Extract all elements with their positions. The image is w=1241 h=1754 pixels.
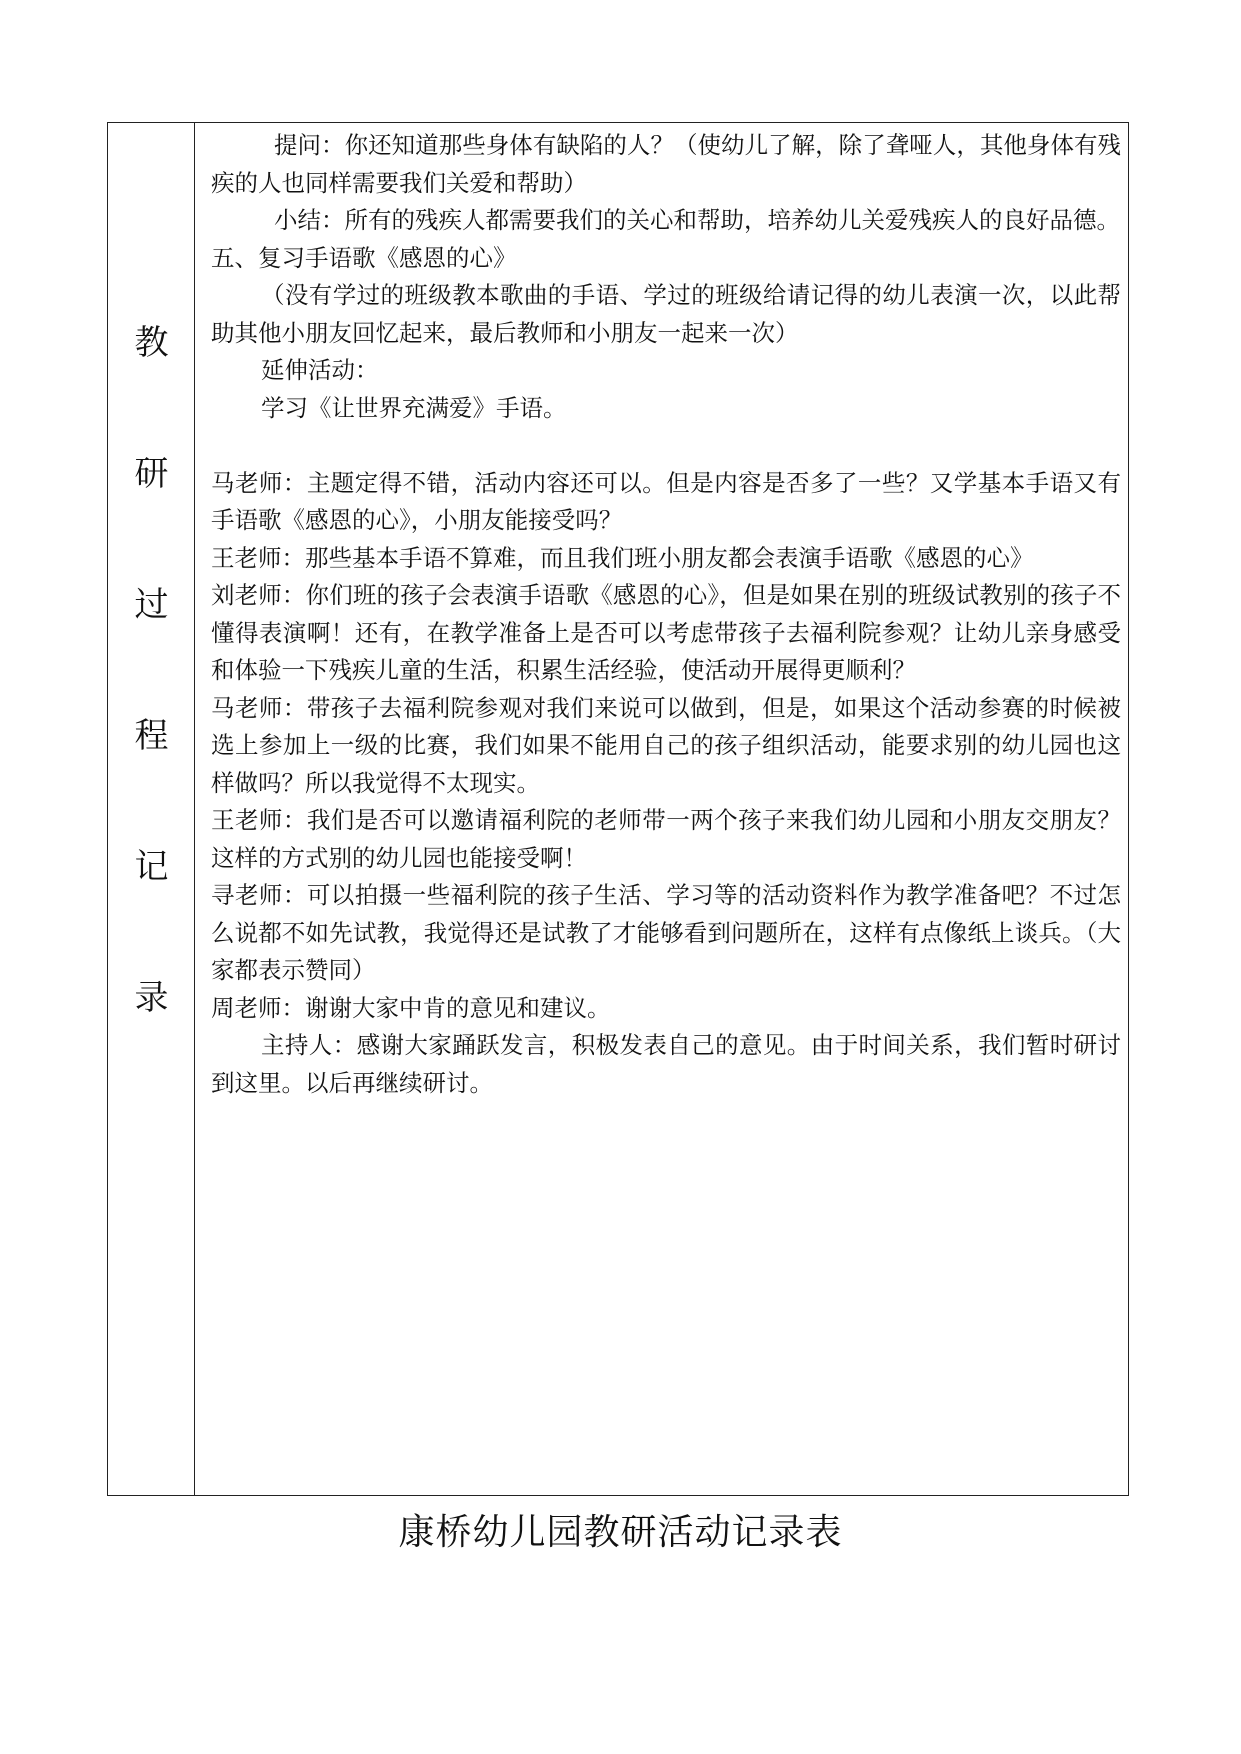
record-paragraph: 周老师：谢谢大家中肯的意见和建议。 [211,993,611,1022]
section-label-char: 教 [134,323,169,363]
record-paragraph: 寻老师：可以拍摄一些福利院的孩子生活、学习等的活动资料作为教学准备吧？不过怎么说都不如先试教，我觉得还是试教了才能够看到问题所在，这样有点像纸上谈兵。（大家都表示赞同） [211,881,1121,984]
record-paragraph: 马老师：带孩子去福利院参观对我们来说可以做到，但是，如果这个活动参赛的时候被选上参加上一级的比赛，我们如果不能用自己的孩子组织活动，能要求别的幼儿园也这样做吗？所以我觉得不太现实。 [211,693,1121,797]
section-label-char: 过 [134,585,169,625]
record-paragraph: 学习《让世界充满爱》手语。 [261,393,567,422]
record-paragraph: 小结：所有的残疾人都需要我们的关心和帮助，培养幼儿关爱残疾人的良好品德。 [274,206,1120,234]
record-paragraph: 主持人：感谢大家踊跃发言，积极发表自己的意见。由于时间关系，我们暂时研讨到这里。以后再继续研讨。 [211,1031,1121,1097]
record-paragraph: （没有学过的班级教本歌曲的手语、学过的班级给请记得的幼儿表演一次，以此帮助其他小朋友回忆起来，最后教师和小朋友一起来一次） [211,281,1121,347]
section-label-char: 研 [134,454,169,494]
section-label-char: 记 [134,847,169,887]
record-paragraph: 王老师：那些基本手语不算难，而且我们班小朋友都会表演手语歌《感恩的心》 [211,543,1034,572]
section-label-char: 程 [134,716,169,756]
record-paragraph: 提问：你还知道那些身体有缺陷的人？（使幼儿了解，除了聋哑人，其他身体有残疾的人也同样需要我们关爱和帮助） [211,131,1121,197]
record-paragraph: 王老师：我们是否可以邀请福利院的老师带一两个孩子来我们幼儿园和小朋友交朋友？这样的方式别的幼儿园也能接受啊！ [211,806,1121,872]
document-title: 康桥幼儿园教研活动记录表 [398,1512,843,1553]
record-paragraph: 马老师：主题定得不错，活动内容还可以。但是内容是否多了一些？又学基本手语又有手语歌《感恩的心》，小朋友能接受吗？ [211,468,1121,534]
record-paragraph: 刘老师：你们班的孩子会表演手语歌《感恩的心》，但是如果在别的班级试教别的孩子不懂得表演啊！还有，在教学准备上是否可以考虑带孩子去福利院参观？让幼儿亲身感受和体验一下残疾儿童的生活，积累生活经验，使活动开展得更顺利？ [211,581,1121,684]
record-table [107,122,1129,1496]
record-paragraph: 五、复习手语歌《感恩的心》 [211,243,517,272]
record-content [211,127,1121,1102]
section-label-column [108,123,195,1495]
section-label-char: 录 [134,978,169,1018]
blank-line [211,427,1121,465]
record-paragraph: 延伸活动： [261,356,379,384]
